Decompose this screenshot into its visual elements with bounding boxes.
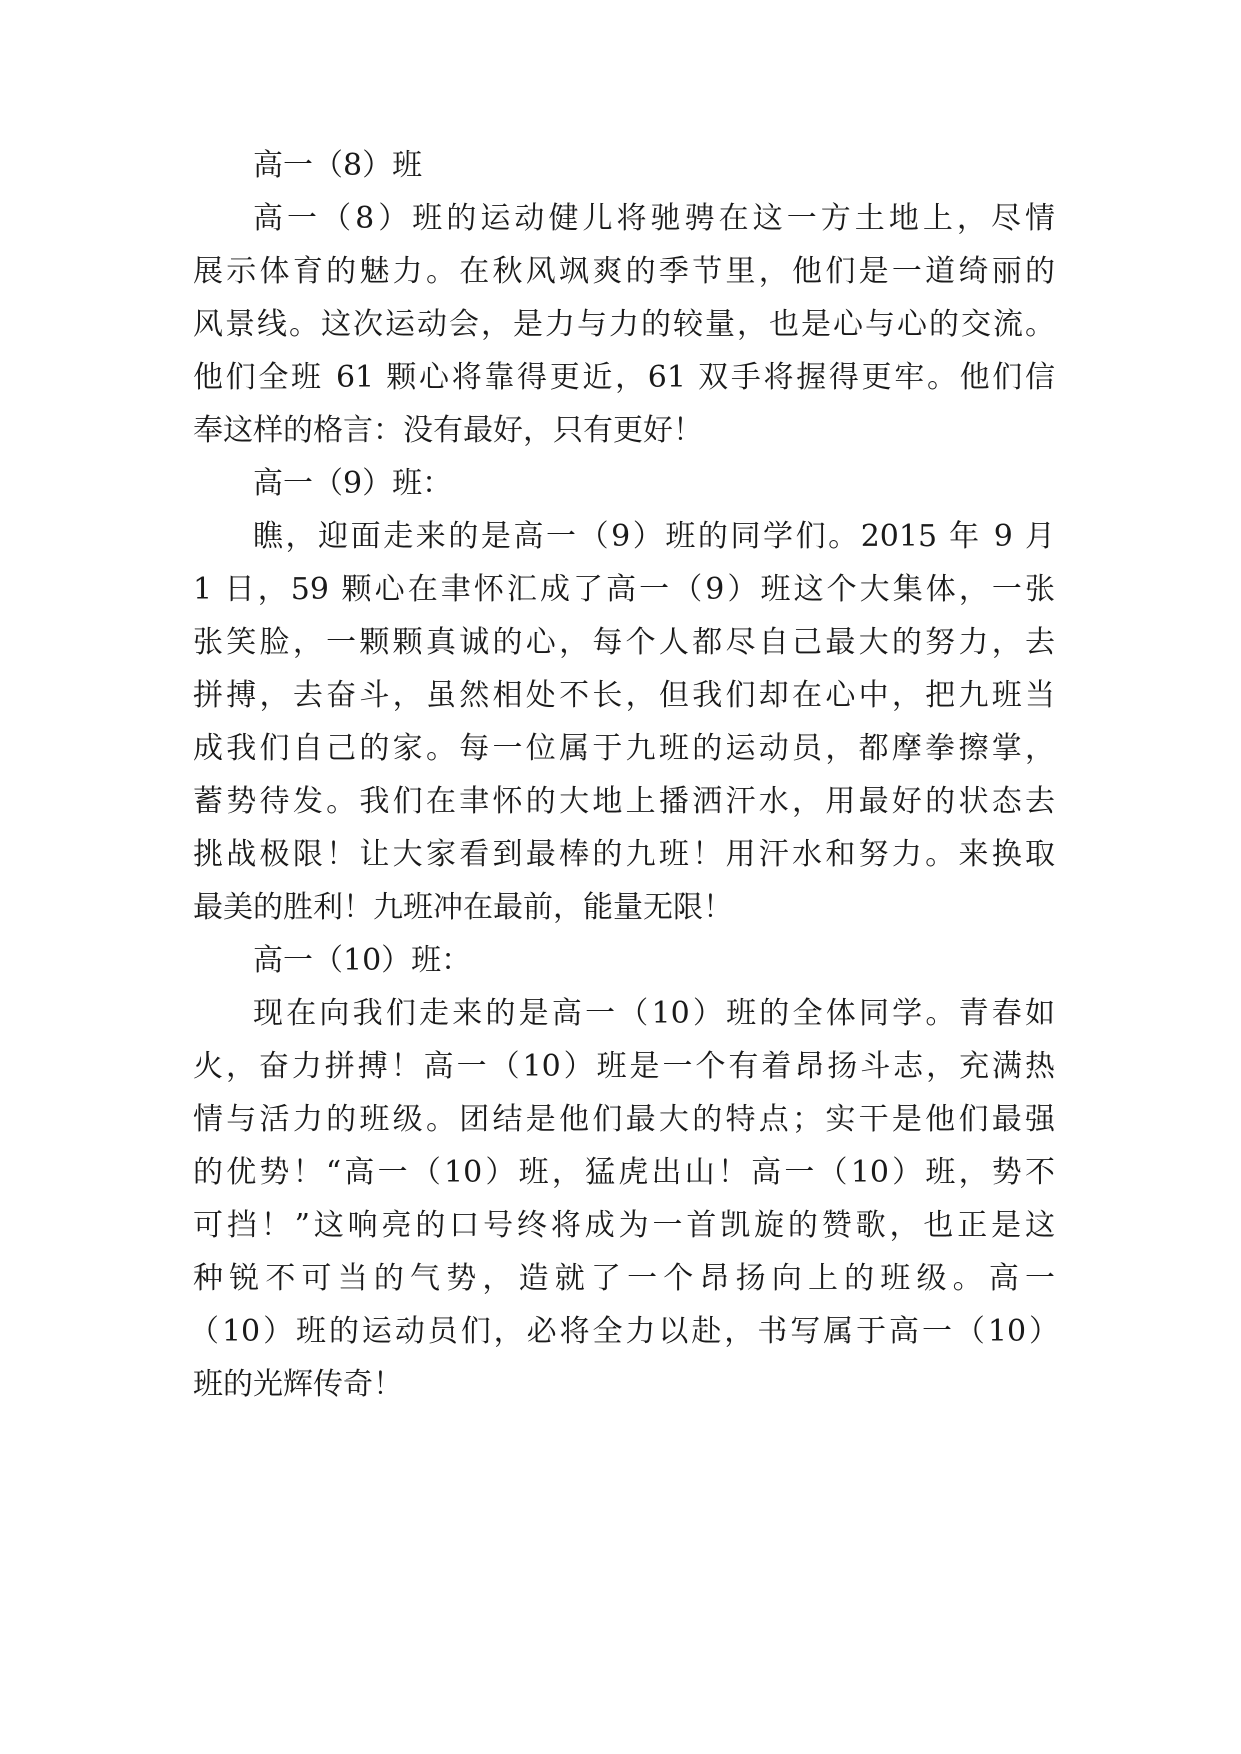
- paragraph-line: 蓄势待发。我们在聿怀的大地上播洒汗水，用最好的状态去: [193, 784, 1055, 819]
- paragraph-line: 可挡！”这响亮的口号终将成为一首凯旋的赞歌，也正是这: [193, 1208, 1055, 1243]
- paragraph-line: 成我们自己的家。每一位属于九班的运动员，都摩拳擦掌，: [193, 731, 1055, 766]
- paragraph-line: 1 日，59 颗心在聿怀汇成了高一（9）班这个大集体，一张: [193, 572, 1055, 607]
- paragraph-line: 班的光辉传奇！: [193, 1367, 403, 1402]
- paragraph-line: 种锐不可当的气势，造就了一个昂扬向上的班级。高一: [193, 1261, 1055, 1296]
- paragraph-line: 的优势！“高一（10）班，猛虎出山！高一（10）班，势不: [193, 1155, 1055, 1190]
- section-heading: 高一（8）班: [253, 148, 423, 183]
- paragraph-line: 奉这样的格言：没有最好，只有更好！: [193, 413, 703, 448]
- paragraph-line: 高一（8）班的运动健儿将驰骋在这一方土地上，尽情: [253, 201, 1055, 236]
- paragraph-line: 火，奋力拼搏！高一（10）班是一个有着昂扬斗志，充满热: [193, 1049, 1055, 1084]
- paragraph-line: 瞧，迎面走来的是高一（9）班的同学们。2015 年 9 月: [253, 519, 1055, 554]
- paragraph-line: 现在向我们走来的是高一（10）班的全体同学。青春如: [253, 996, 1055, 1031]
- section-heading: 高一（10）班：: [253, 943, 472, 978]
- paragraph-line: 他们全班 61 颗心将靠得更近，61 双手将握得更牢。他们信: [193, 360, 1055, 395]
- paragraph-line: 风景线。这次运动会，是力与力的较量，也是心与心的交流。: [193, 307, 1055, 342]
- paragraph-line: 挑战极限！让大家看到最棒的九班！用汗水和努力。来换取: [193, 837, 1055, 872]
- section-heading: 高一（9）班：: [253, 466, 453, 501]
- paragraph-line: 情与活力的班级。团结是他们最大的特点；实干是他们最强: [193, 1102, 1055, 1137]
- paragraph-line: （10）班的运动员们，必将全力以赴，书写属于高一（10）: [189, 1314, 1059, 1349]
- paragraph-line: 张笑脸，一颗颗真诚的心，每个人都尽自己最大的努力，去: [193, 625, 1055, 660]
- paragraph-line: 展示体育的魅力。在秋风飒爽的季节里，他们是一道绮丽的: [193, 254, 1055, 289]
- paragraph-line: 拼搏，去奋斗，虽然相处不长，但我们却在心中，把九班当: [193, 678, 1055, 713]
- paragraph-line: 最美的胜利！九班冲在最前，能量无限！: [193, 890, 733, 925]
